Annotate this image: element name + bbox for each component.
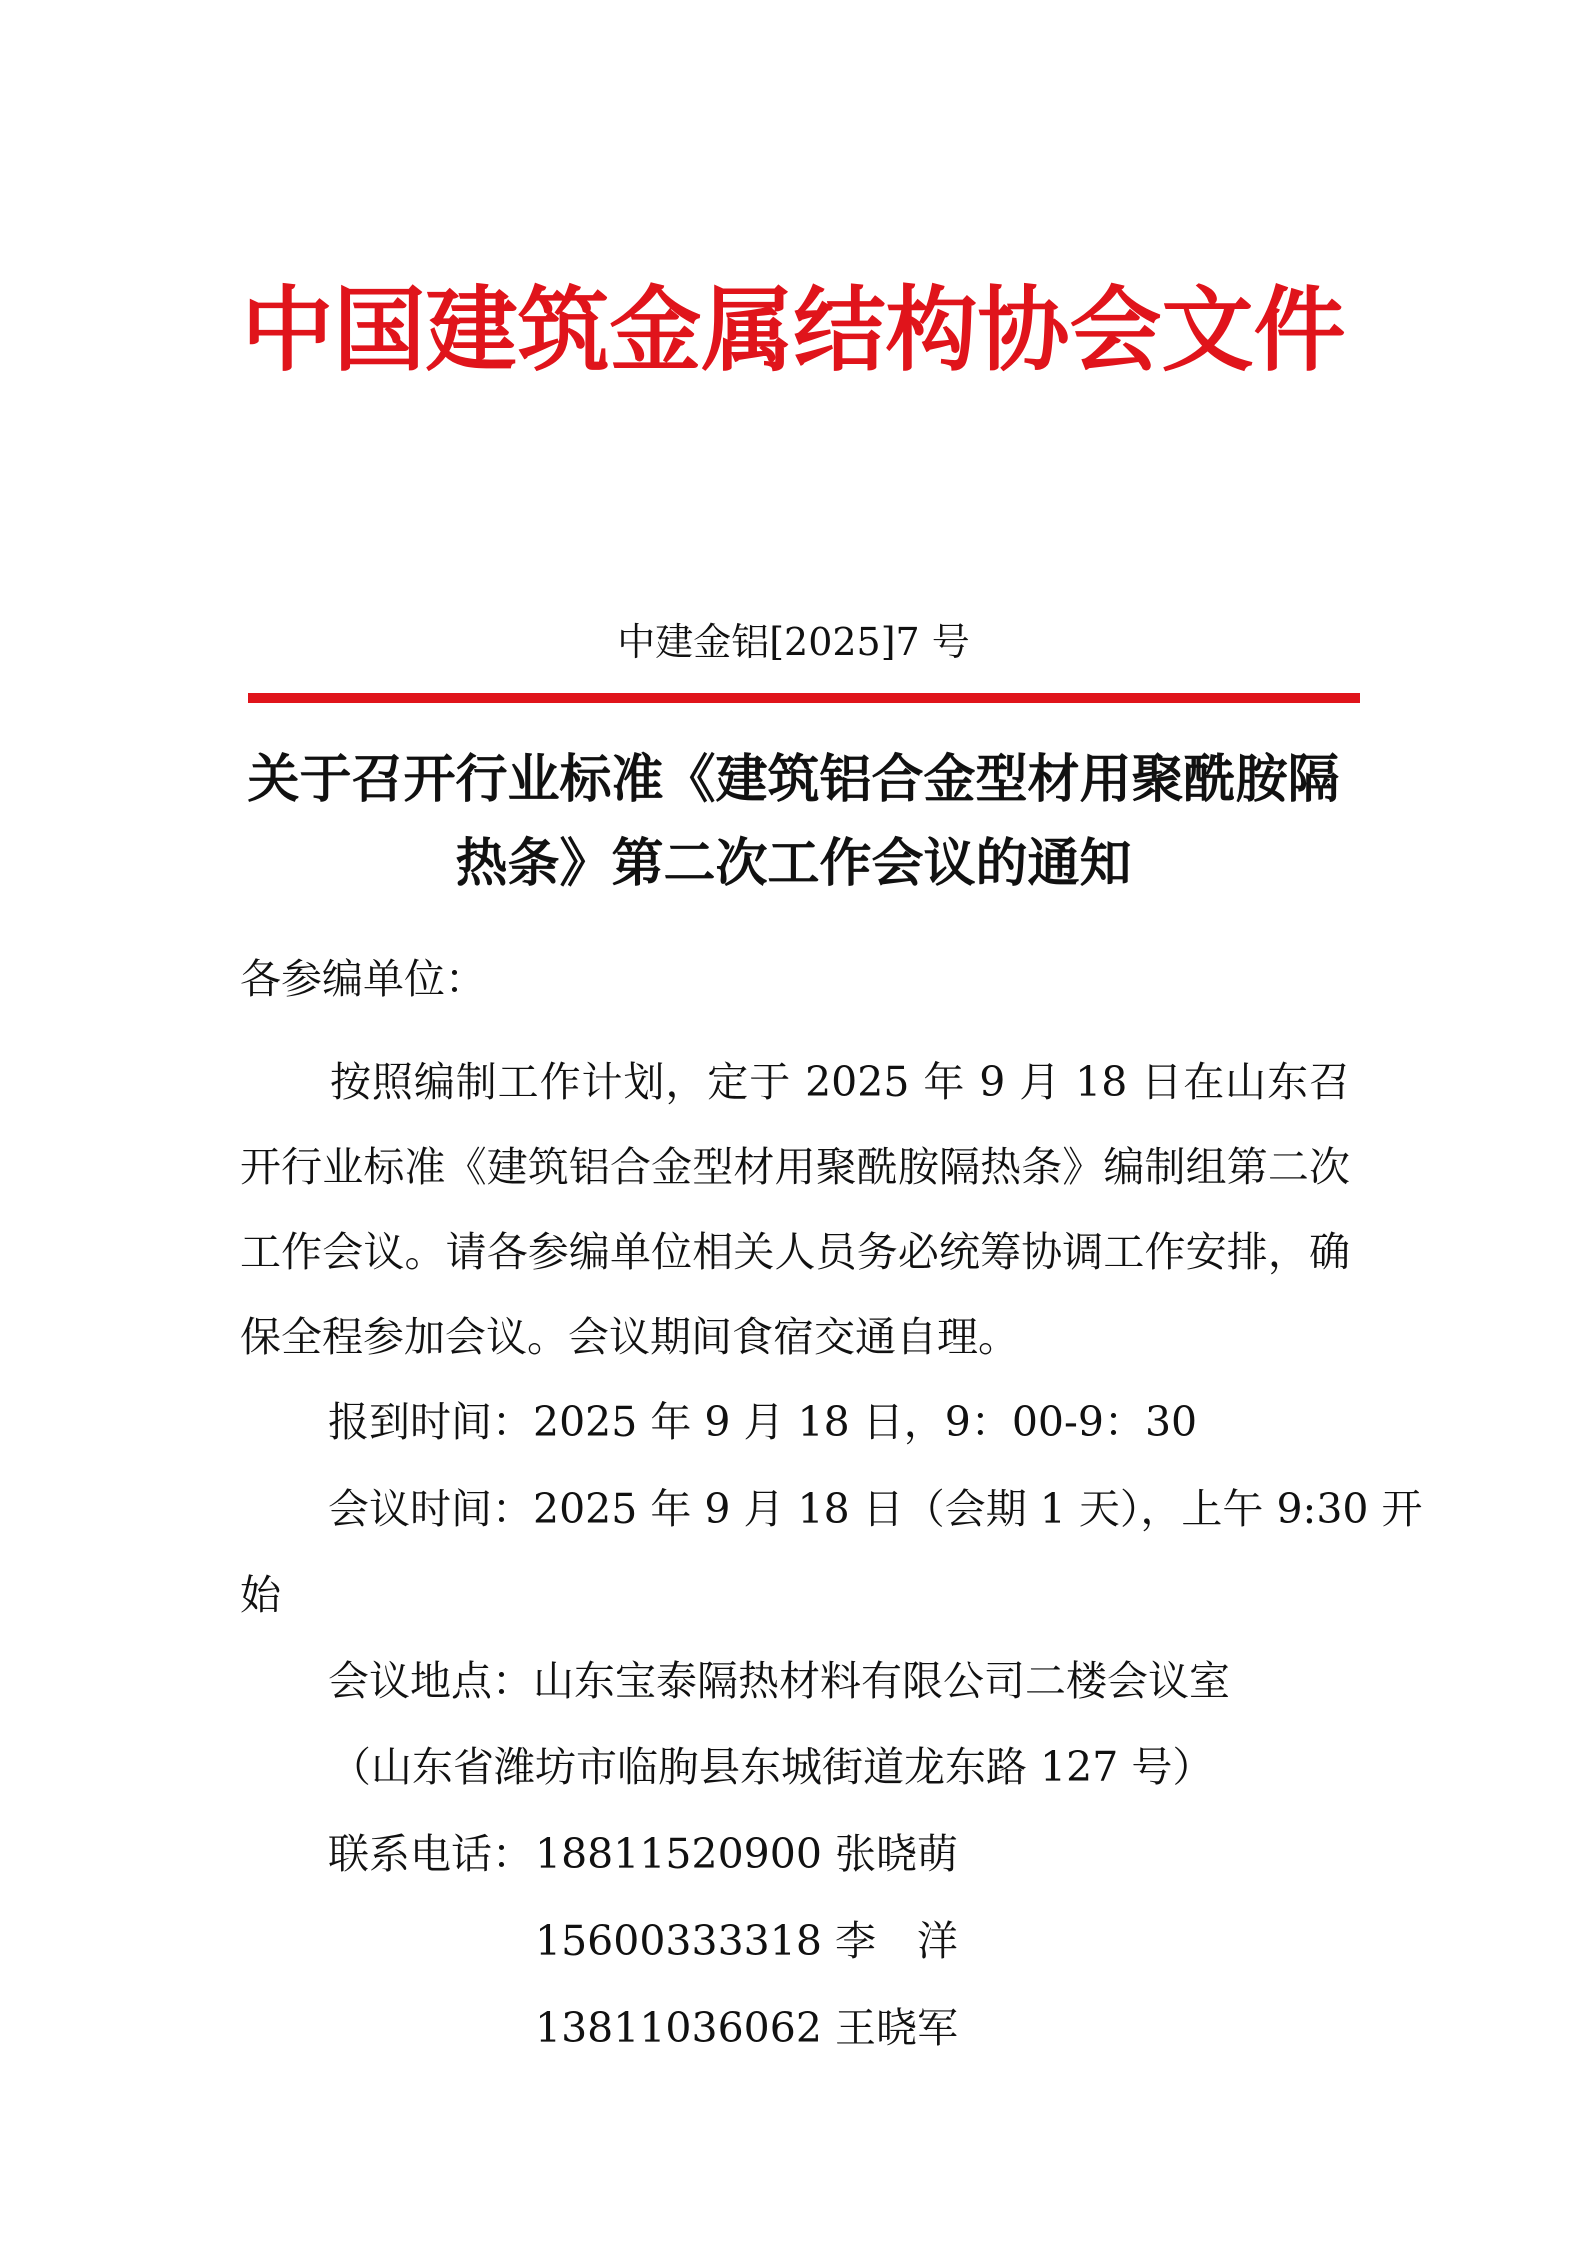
document-header-title: 中国建筑金属结构协会文件 — [241, 276, 1346, 384]
body-paragraph: 按照编制工作计划，定于 2025 年 9 月 18 日在山东召开行业标准《建筑铝合金型材用聚酰胺隔热条》编制组第二次工作会议。请各参编单位相关人员务必统筹协调工作安排，确保全程参加会议。会议期间食宿交通自理。 — [240, 1058, 1350, 1361]
notice-title-line-1: 关于召开行业标准《建筑铝合金型材用聚酰胺隔 — [247, 750, 1340, 810]
contact-label: 联系电话： — [328, 1830, 533, 1878]
notice-title-line-2: 热条》第二次工作会议的通知 — [455, 834, 1132, 894]
salutation: 各参编单位： — [240, 955, 486, 1003]
meeting-address: （山东省潍坊市临朐县东城街道龙东路 127 号） — [330, 1743, 1214, 1791]
red-divider-line — [248, 693, 1360, 703]
meeting-location: 会议地点：山东宝泰隔热材料有限公司二楼会议室 — [328, 1657, 1230, 1705]
registration-time: 报到时间：2025 年 9 月 18 日，9：00-9：30 — [328, 1398, 1198, 1446]
contact-phone-3: 13811036062 王晓军 — [535, 2004, 958, 2052]
contact-phone-2: 15600333318 李 洋 — [535, 1917, 958, 1965]
contact-phone-1: 18811520900 张晓萌 — [535, 1830, 958, 1878]
notice-title — [200, 738, 1387, 906]
document-number: 中建金铝[2025]7 号 — [617, 620, 970, 664]
meeting-time-line-2: 始 — [240, 1571, 281, 1619]
meeting-time-line-1: 会议时间：2025 年 9 月 18 日（会期 1 天），上午 9:30 开 — [328, 1485, 1423, 1533]
